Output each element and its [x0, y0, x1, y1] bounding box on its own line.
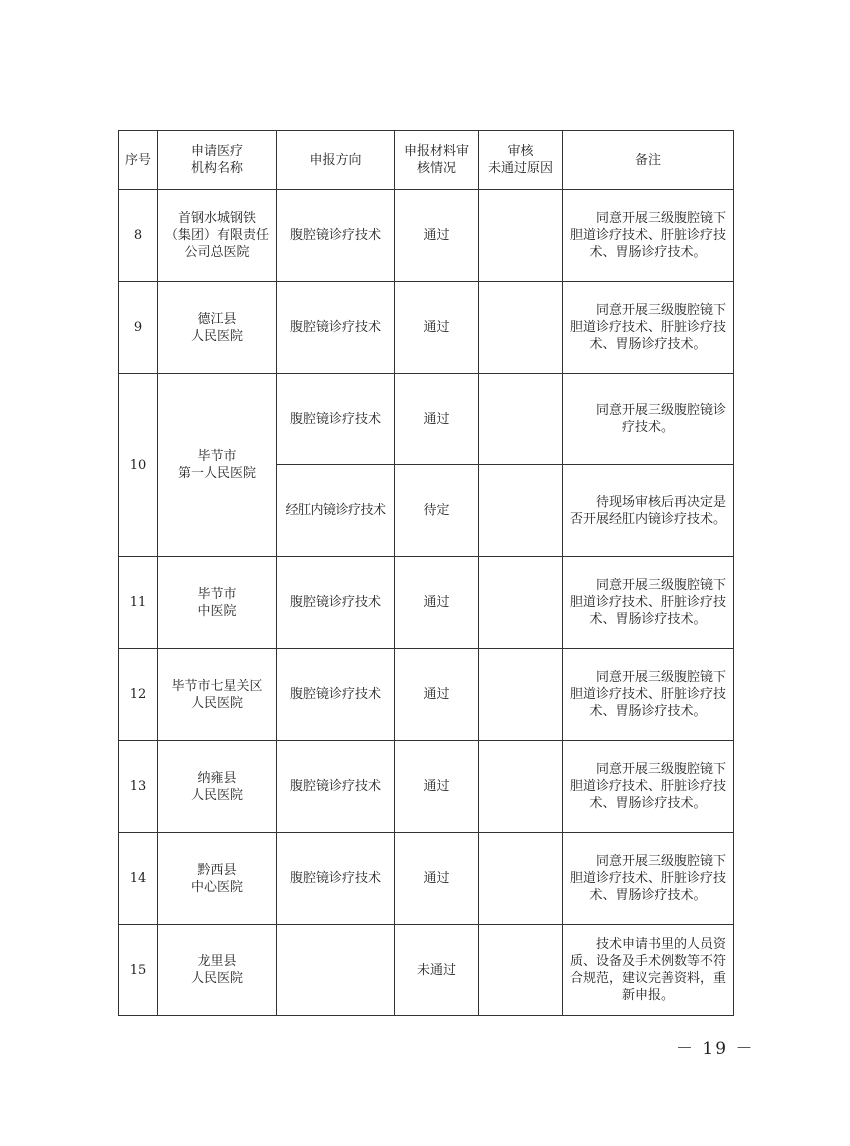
row-reason	[479, 374, 563, 465]
row-institution: 黔西县 中心医院	[158, 833, 277, 925]
table-header-row	[119, 131, 734, 190]
row-seq: 12	[119, 649, 158, 741]
table-row	[119, 741, 734, 833]
row-direction: 腹腔镜诊疗技术	[277, 649, 395, 741]
row-seq: 10	[119, 374, 158, 557]
row-institution: 毕节市七星关区 人民医院	[158, 649, 277, 741]
row-seq: 13	[119, 741, 158, 833]
row-seq: 11	[119, 557, 158, 649]
header-review-status: 申报材料审 核情况	[395, 131, 479, 190]
table-row	[119, 282, 734, 374]
row-status: 通过	[395, 649, 479, 741]
approval-table	[118, 130, 734, 1016]
row-remark: 同意开展三级腹腔镜下胆道诊疗技术、肝脏诊疗技术、胃肠诊疗技术。	[563, 741, 734, 833]
row-institution: 龙里县 人民医院	[158, 925, 277, 1016]
row-remark: 待现场审核后再决定是否开展经肛内镜诊疗技术。	[563, 465, 734, 557]
table-row	[119, 374, 734, 465]
row-reason	[479, 282, 563, 374]
row-reason	[479, 465, 563, 557]
row-direction: 经肛内镜诊疗技术	[277, 465, 395, 557]
table-row	[119, 833, 734, 925]
row-reason	[479, 190, 563, 282]
page-number: － 19 －	[676, 1039, 755, 1059]
row-institution: 首钢水城钢铁 （集团）有限责任 公司总医院	[158, 190, 277, 282]
row-direction: 腹腔镜诊疗技术	[277, 557, 395, 649]
table-row	[119, 190, 734, 282]
row-direction: 腹腔镜诊疗技术	[277, 741, 395, 833]
row-direction	[277, 925, 395, 1016]
row-direction: 腹腔镜诊疗技术	[277, 282, 395, 374]
row-direction: 腹腔镜诊疗技术	[277, 374, 395, 465]
row-reason	[479, 833, 563, 925]
row-institution: 德江县 人民医院	[158, 282, 277, 374]
row-remark: 同意开展三级腹腔镜下胆道诊疗技术、肝脏诊疗技术、胃肠诊疗技术。	[563, 833, 734, 925]
table-row	[119, 925, 734, 1016]
row-direction: 腹腔镜诊疗技术	[277, 190, 395, 282]
row-remark: 同意开展三级腹腔镜下胆道诊疗技术、肝脏诊疗技术、胃肠诊疗技术。	[563, 190, 734, 282]
row-status: 通过	[395, 833, 479, 925]
row-seq: 9	[119, 282, 158, 374]
table-row	[119, 649, 734, 741]
row-reason	[479, 925, 563, 1016]
row-remark: 技术申请书里的人员资质、设备及手术例数等不符合规范，建议完善资料，重新申报。	[563, 925, 734, 1016]
row-institution: 纳雍县 人民医院	[158, 741, 277, 833]
header-institution: 申请医疗 机构名称	[158, 131, 277, 190]
row-remark: 同意开展三级腹腔镜下胆道诊疗技术、肝脏诊疗技术、胃肠诊疗技术。	[563, 557, 734, 649]
header-remark: 备注	[563, 131, 734, 190]
row-status: 通过	[395, 557, 479, 649]
header-direction: 申报方向	[277, 131, 395, 190]
row-seq: 14	[119, 833, 158, 925]
row-seq: 15	[119, 925, 158, 1016]
row-status: 通过	[395, 374, 479, 465]
table-row	[119, 557, 734, 649]
row-status: 通过	[395, 282, 479, 374]
row-seq: 8	[119, 190, 158, 282]
row-institution: 毕节市 中医院	[158, 557, 277, 649]
row-status: 通过	[395, 741, 479, 833]
row-status: 待定	[395, 465, 479, 557]
row-status: 未通过	[395, 925, 479, 1016]
row-institution: 毕节市 第一人民医院	[158, 374, 277, 557]
row-reason	[479, 741, 563, 833]
header-seq: 序号	[119, 131, 158, 190]
row-remark: 同意开展三级腹腔镜诊疗技术。	[563, 374, 734, 465]
row-remark: 同意开展三级腹腔镜下胆道诊疗技术、肝脏诊疗技术、胃肠诊疗技术。	[563, 649, 734, 741]
row-remark: 同意开展三级腹腔镜下胆道诊疗技术、肝脏诊疗技术、胃肠诊疗技术。	[563, 282, 734, 374]
header-fail-reason: 审核 未通过原因	[479, 131, 563, 190]
row-reason	[479, 557, 563, 649]
row-reason	[479, 649, 563, 741]
row-status: 通过	[395, 190, 479, 282]
row-direction: 腹腔镜诊疗技术	[277, 833, 395, 925]
